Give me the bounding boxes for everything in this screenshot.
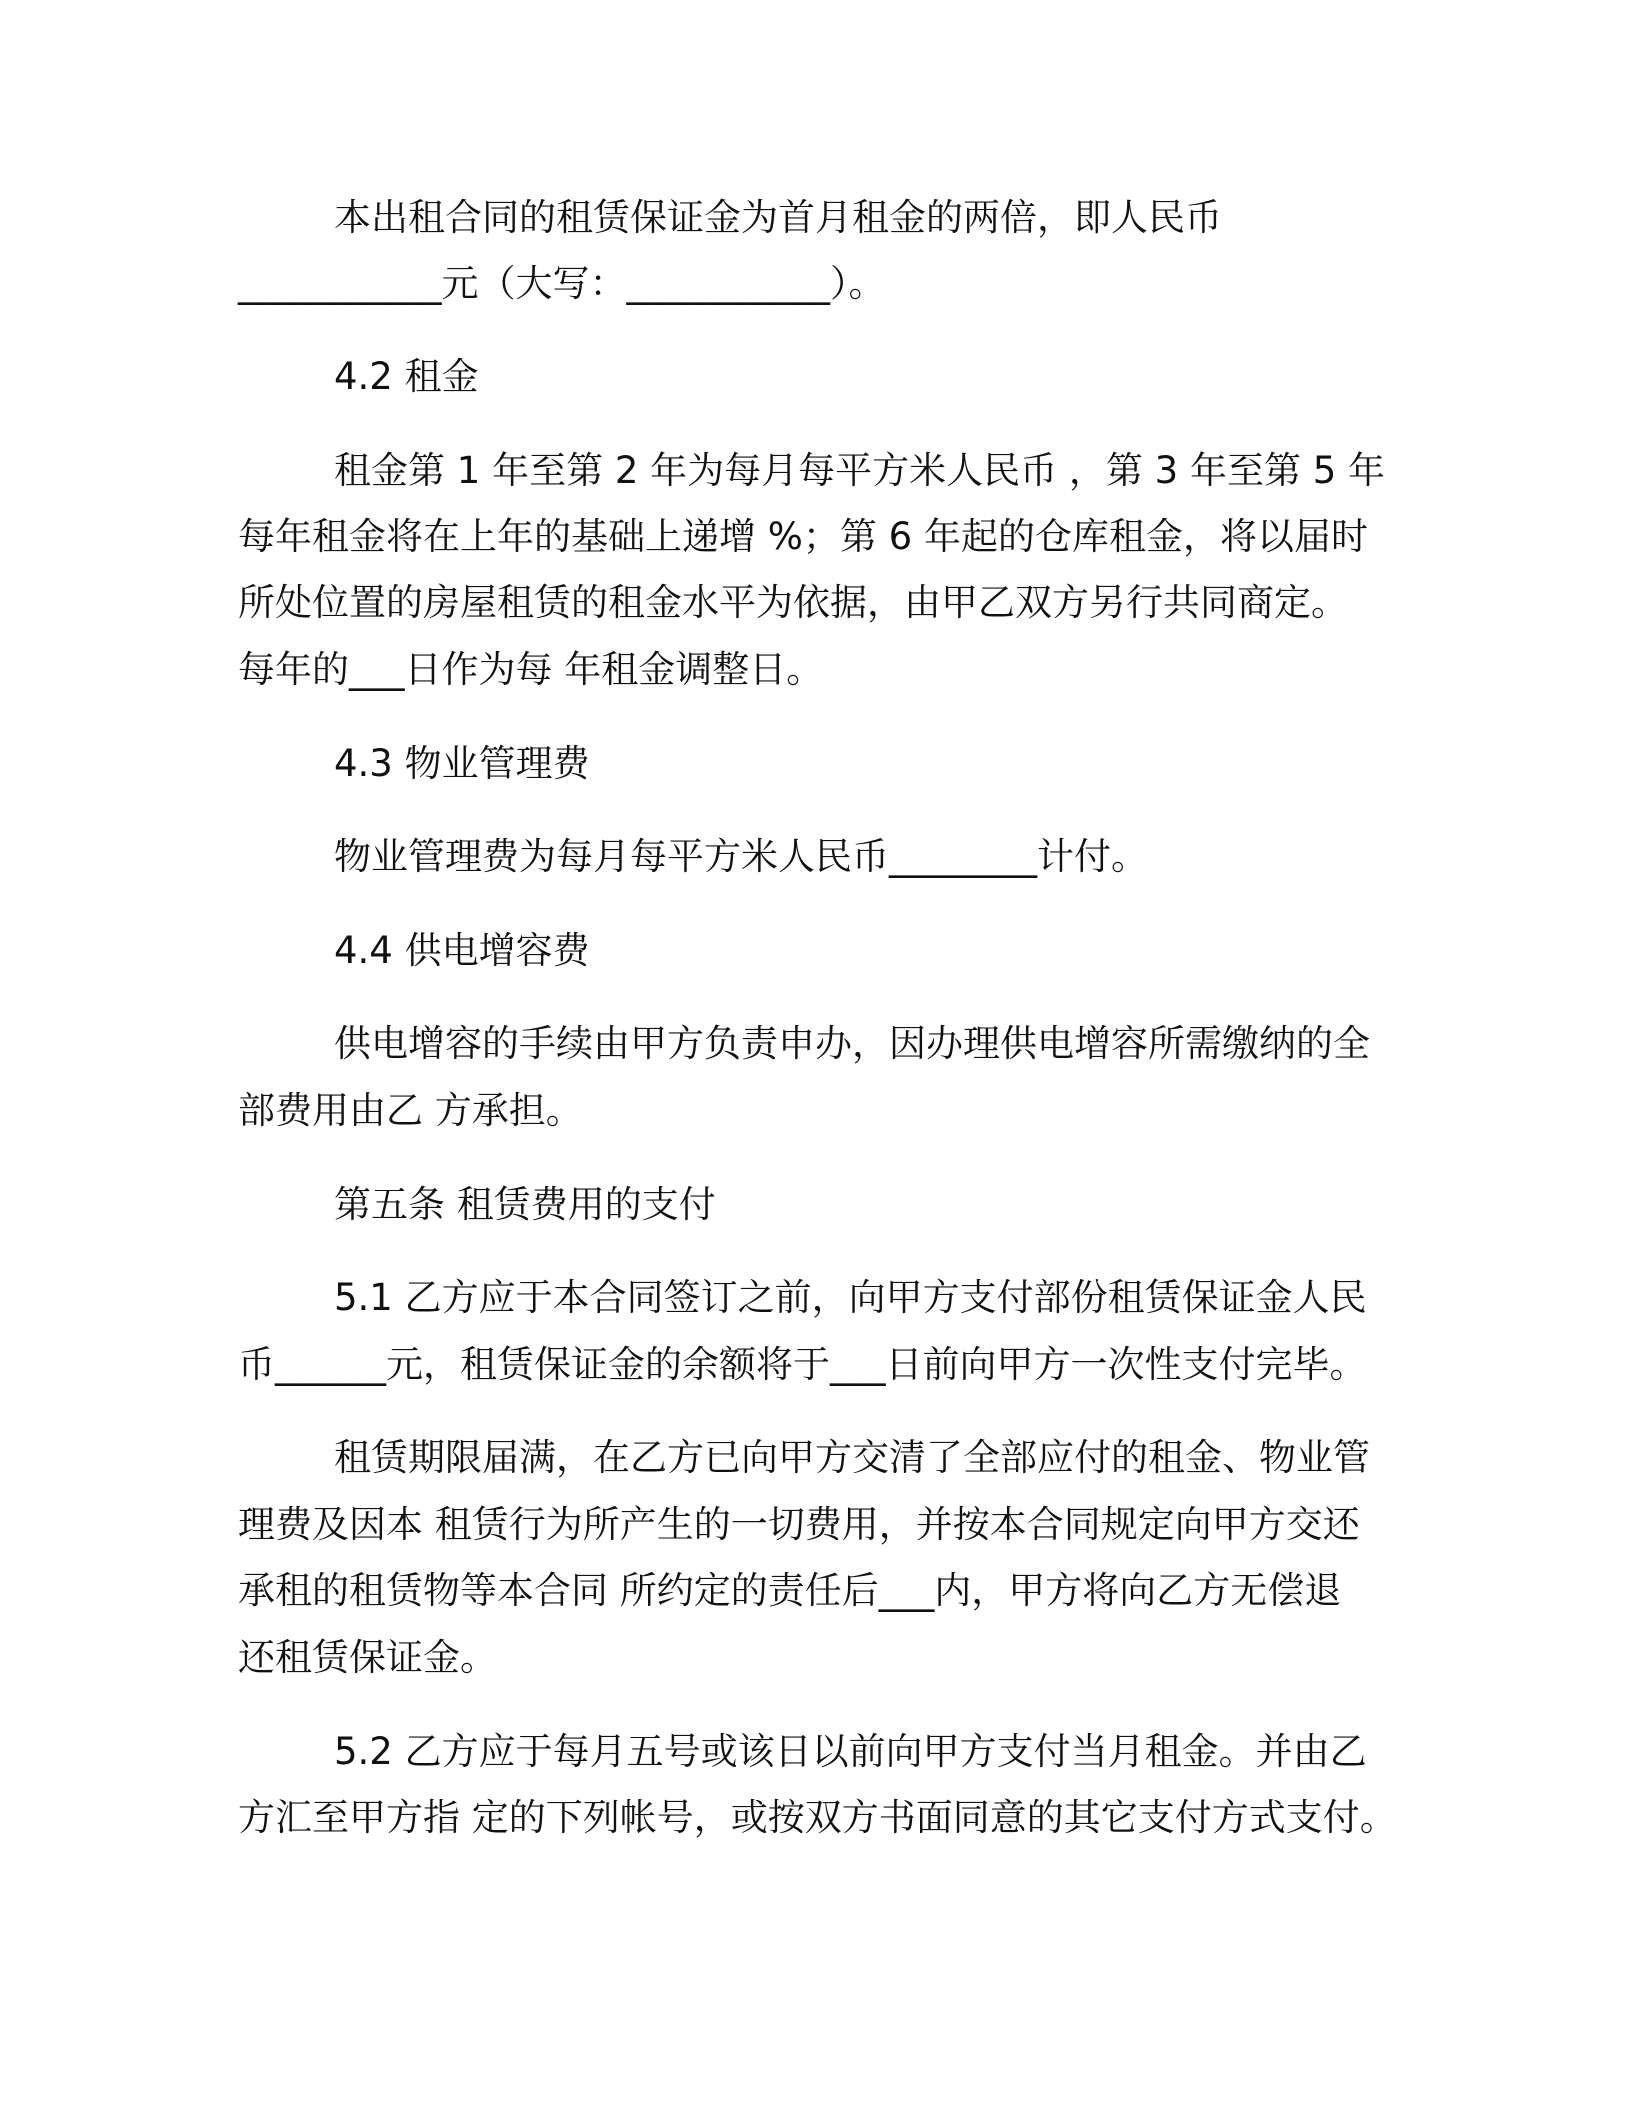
- paragraph-line: 物业管理费为每月每平方米人民币________计付。: [334, 835, 1148, 878]
- paragraph-line: 5.1 乙方应于本合同签订之前，向甲方支付部份租赁保证金人民: [334, 1276, 1367, 1319]
- paragraph-line: 5.2 乙方应于每月五号或该日以前向甲方支付当月租金。并由乙: [334, 1730, 1367, 1773]
- section-heading: 第五条 租赁费用的支付: [334, 1183, 716, 1226]
- paragraph-line: 理费及因本 租赁行为所产生的一切费用，并按本合同规定向甲方交还: [238, 1503, 1360, 1546]
- paragraph-line: 所处位置的房屋租赁的租金水平为依据，由甲乙双方另行共同商定。: [238, 581, 1348, 624]
- paragraph-line: 每年的___日作为每 年租金调整日。: [238, 648, 824, 691]
- paragraph-line: 币______元，租赁保证金的余额将于___日前向甲方一次性支付完毕。: [238, 1343, 1367, 1386]
- paragraph-line: 承租的租赁物等本合同 所约定的责任后___内，甲方将向乙方无偿退: [238, 1569, 1342, 1612]
- paragraph-line: 租赁期限届满，在乙方已向甲方交清了全部应付的租金、物业管: [334, 1436, 1370, 1479]
- paragraph-line: 供电增容的手续由甲方负责申办，因办理供电增容所需缴纳的全: [334, 1022, 1370, 1065]
- paragraph-line: 部费用由乙 方承担。: [238, 1089, 583, 1132]
- paragraph-line: ___________元（大写：___________）。: [238, 262, 886, 305]
- paragraph-line: 本出租合同的租赁保证金为首月租金的两倍，即人民币: [334, 196, 1222, 239]
- paragraph-line: 方汇至甲方指 定的下列帐号，或按双方书面同意的其它支付方式支付。: [238, 1796, 1397, 1839]
- paragraph-line: 每年租金将在上年的基础上递增 %；第 6 年起的仓库租金，将以届时: [238, 515, 1368, 558]
- paragraph-line: 租金第 1 年至第 2 年为每月每平方米人民币 ，第 3 年至第 5 年: [334, 449, 1386, 492]
- section-heading: 4.4 供电增容费: [334, 929, 590, 972]
- section-heading: 4.3 物业管理费: [334, 742, 590, 785]
- paragraph-line: 还租赁保证金。: [238, 1636, 497, 1679]
- section-heading: 4.2 租金: [334, 355, 479, 398]
